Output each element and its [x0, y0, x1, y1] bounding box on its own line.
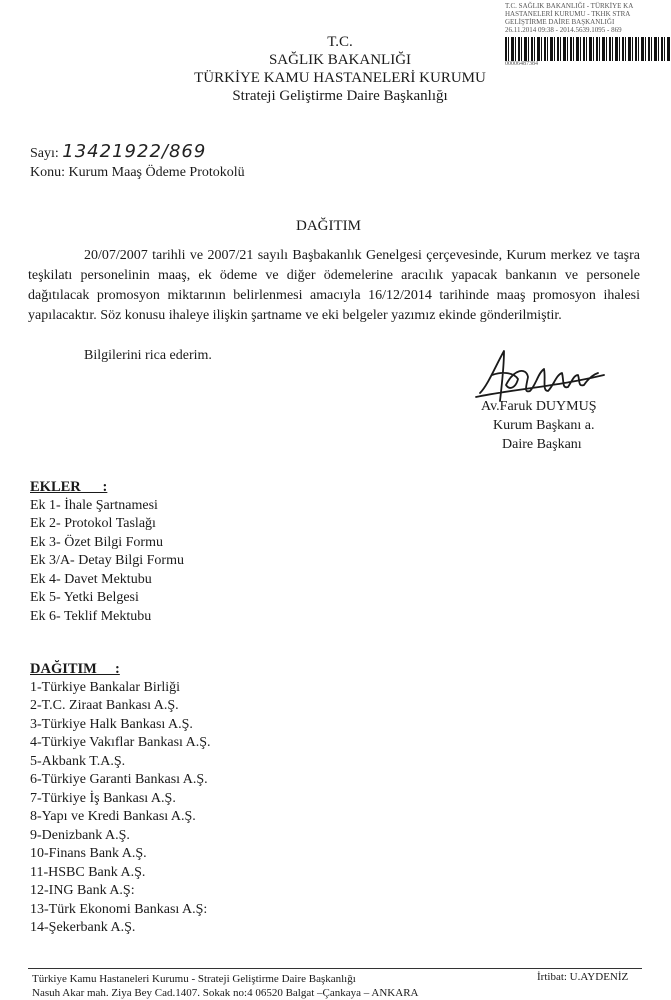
konu-value: Kurum Maaş Ödeme Protokolü — [68, 165, 245, 180]
attachment-item: Ek 5- Yetki Belgesi — [30, 590, 139, 605]
header-line: Strateji Geliştirme Daire Başkanlığı — [232, 88, 448, 104]
distribution-section — [30, 660, 211, 938]
distribution-item: 3-Türkiye Halk Bankası A.Ş. — [30, 716, 193, 732]
stamp-line: T.C. SAĞLIK BAKANLIĞI - TÜRKİYE KA — [505, 2, 634, 10]
distribution-item: 1-Türkiye Bankalar Birliği — [30, 679, 181, 695]
attachment-item: Ek 3- Özet Bilgi Formu — [30, 534, 163, 550]
distribution-item: 11-HSBC Bank A.Ş. — [30, 864, 146, 880]
closing-line: Bilgilerini rica ederim. — [84, 348, 212, 363]
distribution-item: 8-Yapı ve Kredi Bankası A.Ş. — [30, 809, 196, 824]
distribution-item: 5-Akbank T.A.Ş. — [30, 753, 126, 769]
header-line: SAĞLIK BAKANLIĞI — [268, 52, 412, 68]
distribution-item: 7-Türkiye İş Bankası A.Ş. — [30, 790, 176, 806]
document-title: DAĞITIM — [296, 218, 361, 234]
distribution-item: 6-Türkiye Garanti Bankası A.Ş. — [30, 772, 208, 787]
stamp-line: 26.11.2014 09:38 - 2014.5639.1095 - 869 — [505, 26, 622, 34]
attachments-section — [30, 478, 184, 626]
distribution-item: 9-Denizbank A.Ş. — [30, 827, 130, 843]
subject-line — [30, 164, 245, 181]
footer-divider — [28, 968, 642, 969]
letterhead — [130, 33, 550, 105]
distribution-item: 2-T.C. Ziraat Bankası A.Ş. — [30, 698, 179, 713]
distribution-item: 13-Türk Ekonomi Bankası A.Ş: — [30, 901, 208, 917]
header-line: TÜRKİYE KAMU HASTANELERİ KURUMU — [194, 70, 486, 86]
signatory-title: Kurum Başkanı a. — [493, 418, 595, 433]
sayi-label: Sayı: — [30, 146, 59, 161]
footer-line: Türkiye Kamu Hastaneleri Kurumu - Strateji Geliştirme Daire Başkanlığı — [32, 973, 356, 985]
attachment-item: Ek 3/A- Detay Bilgi Formu — [30, 553, 184, 568]
distribution-item: 14-Şekerbank A.Ş. — [30, 920, 136, 935]
header-line: T.C. — [327, 34, 353, 50]
footer-address — [32, 972, 418, 1000]
reference-number — [30, 143, 206, 162]
stamp-line: HASTANELERİ KURUMU - TKHK STRA — [505, 10, 631, 18]
stamp-line: GELİŞTİRME DAİRE BAŞKANLIĞI — [505, 18, 615, 26]
attachment-item: Ek 4- Davet Mektubu — [30, 571, 152, 587]
attachment-item: Ek 2- Protokol Taslağı — [30, 516, 156, 531]
sayi-value: 13421922/869 — [62, 141, 207, 162]
signatory-title: Daire Başkanı — [502, 437, 582, 452]
barcode-number: 00006487384 — [505, 61, 538, 67]
distribution-heading: DAĞITIM : — [30, 661, 120, 677]
attachment-item: Ek 6- Teklif Mektubu — [30, 608, 152, 624]
footer-line: Nasuh Akar mah. Ziya Bey Cad.1407. Sokak no:4 06520 Balgat –Çankaya – ANKARA — [32, 987, 419, 999]
contact-person: İrtibat: U.AYDENİZ — [537, 971, 629, 983]
body-paragraph: 20/07/2007 tarihli ve 2007/21 sayılı Başbakanlık Genelgesi çerçevesinde, Kurum merkez ve taşra teşkilatı personelinin maaş, ek ödeme ve diğer ödemelerine aracılık yapacak bankanın ve personele dağıtılacak promosyon miktarının belirlenmesi amacıyla 16/12/2014 tarihinde maaş promosyon ihalesi yapılacaktır. Söz konusu ihaleye ilişkin şartname ve eki belgeler yazımız ekinde gönderilmiştir. — [28, 248, 640, 323]
konu-label: Konu: — [30, 165, 65, 180]
attachment-item: Ek 1- İhale Şartnamesi — [30, 497, 158, 513]
distribution-item: 4-Türkiye Vakıflar Bankası A.Ş. — [30, 735, 211, 750]
signatory-name: Av.Faruk DUYMUŞ — [481, 399, 597, 414]
attachments-heading: EKLER : — [30, 479, 108, 495]
distribution-item: 12-ING Bank A.Ş: — [30, 883, 135, 898]
distribution-item: 10-Finans Bank A.Ş. — [30, 846, 147, 861]
